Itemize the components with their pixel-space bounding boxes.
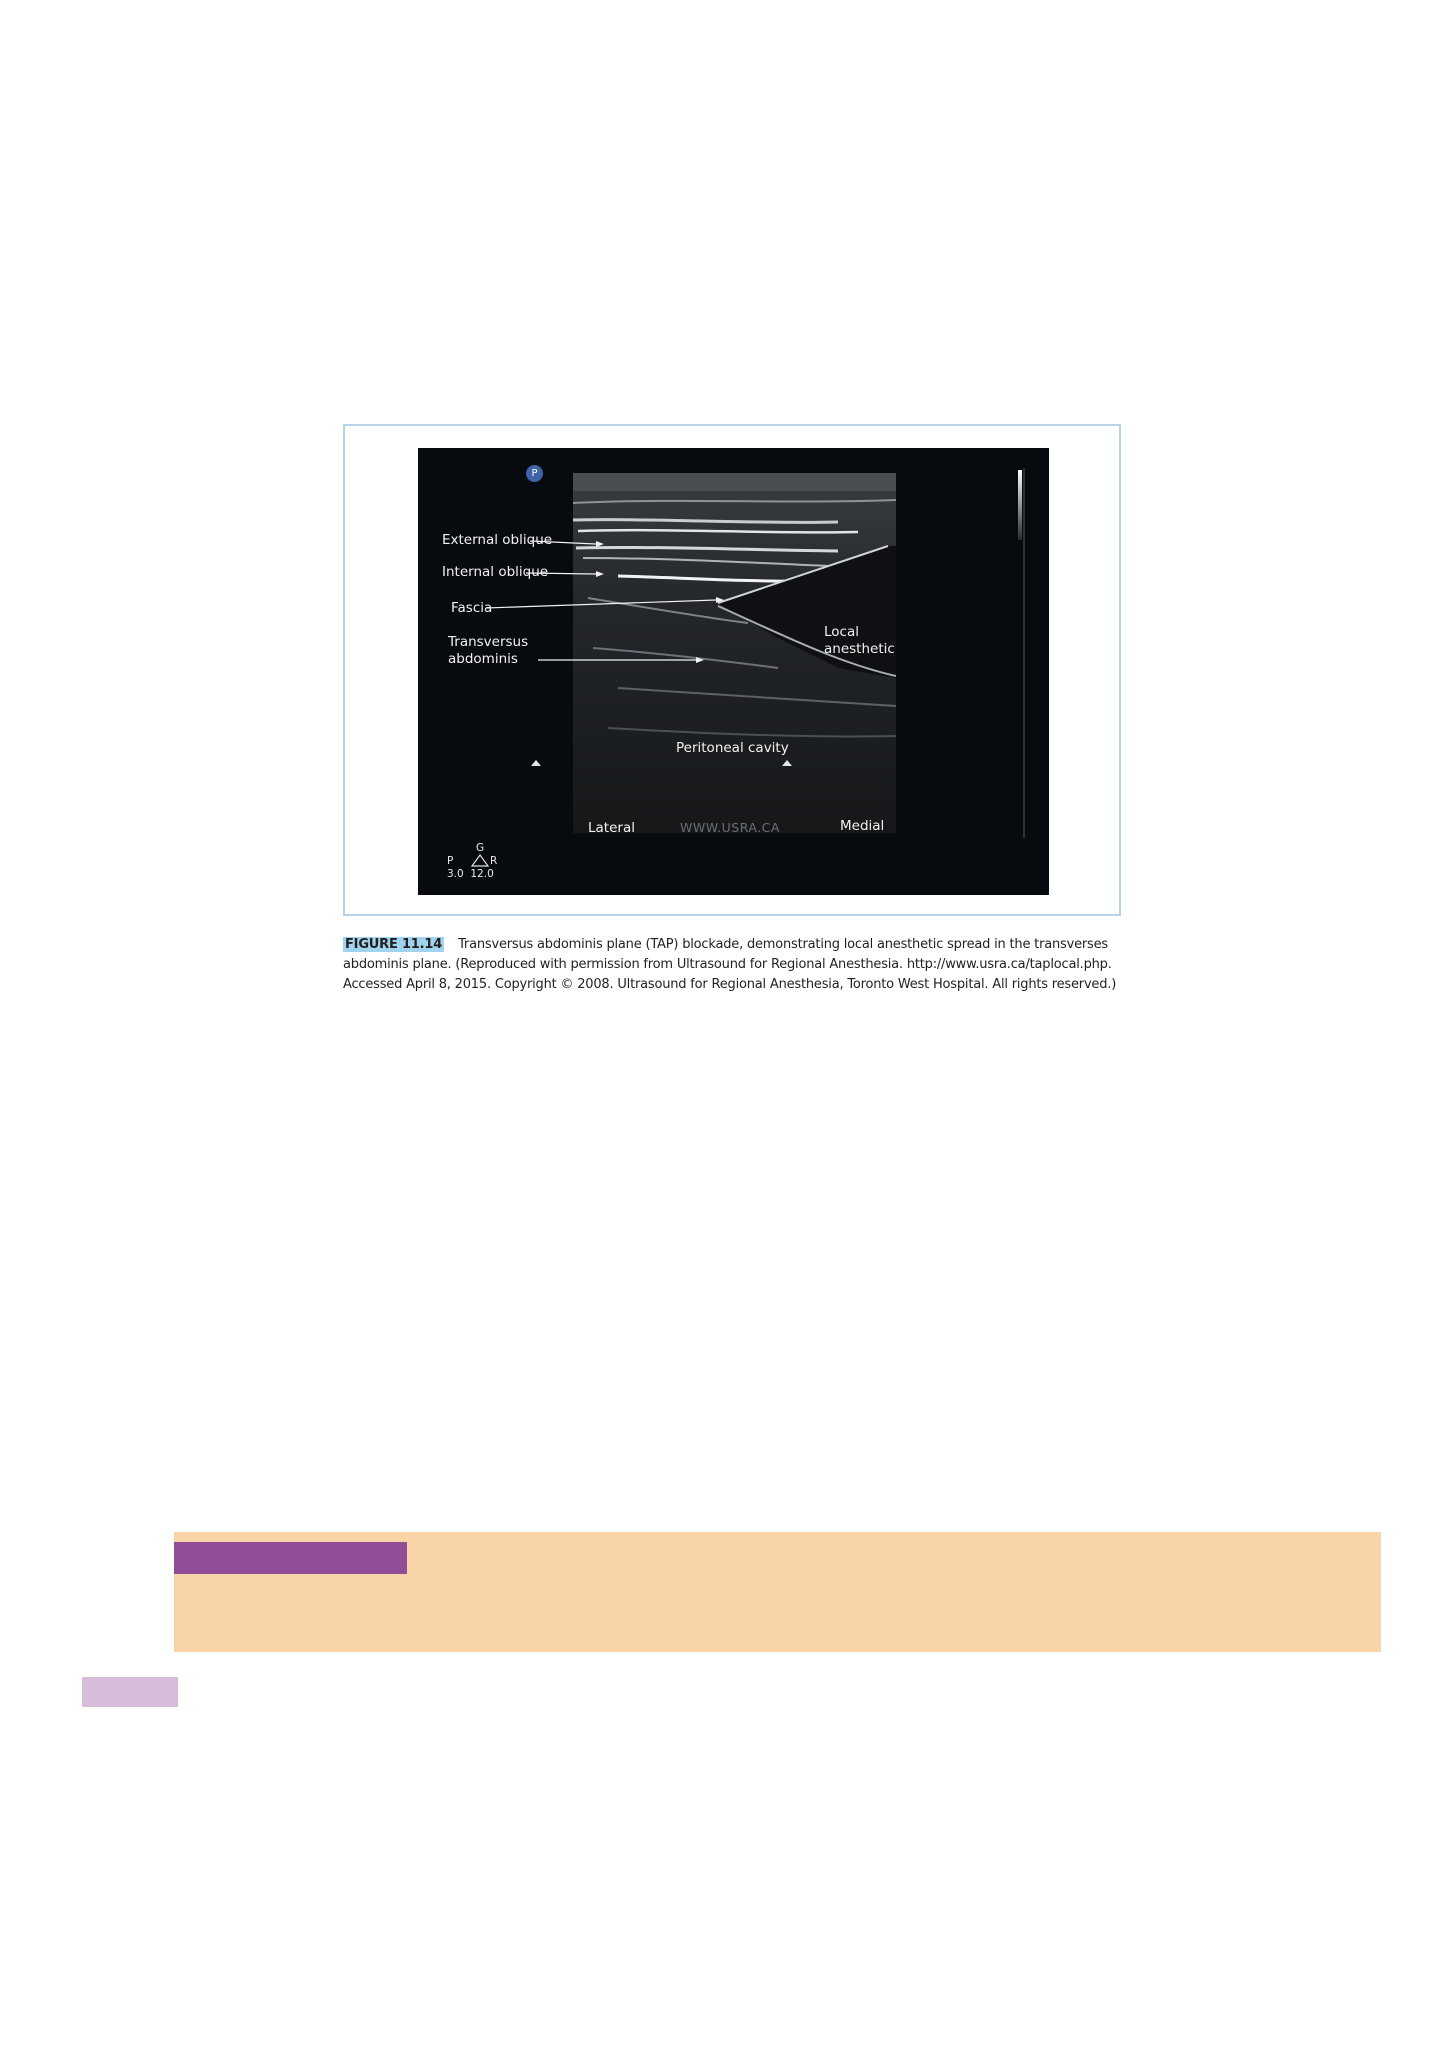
gain-scale [1018,470,1022,540]
callout-box [174,1532,1381,1652]
label-external-oblique: External oblique [442,532,553,548]
caption-text: Transversus abdominis plane (TAP) blockade, demonstrating local anesthetic spread in the transverses abdominis plane. (Reproduced with permission from Ultrasound for Regional Anesthesia. http://www.usra.ca/taplocal.php. Accessed April 8, 2015. Copyright © 2008. Ultrasound for Regional Anesthesia, Toronto West Hospital. All rights reserved.) [343,937,1117,992]
label-peritoneal-cavity: Peritoneal cavity [676,740,789,756]
watermark: WWW.USRA.CA [680,820,780,835]
callout-tab [174,1542,407,1574]
probe-r: R [490,855,498,867]
probe-badge: P [526,465,543,482]
label-lateral: Lateral [588,820,635,836]
label-internal-oblique: Internal oblique [442,564,549,580]
probe-p: P [447,855,454,867]
label-transversus-abdominis: Transversus abdominis [448,634,529,667]
focus-marker-left [531,760,541,766]
ultrasound-image [418,448,1049,895]
figure-frame [343,424,1121,916]
side-tab [82,1677,178,1707]
label-medial: Medial [840,818,885,834]
figure-caption [343,935,1123,995]
probe-g: G [476,842,485,854]
probe-values: 3.0 12.0 [447,868,494,880]
figure-number: FIGURE 11.14 [345,937,443,952]
probe-triangle [472,855,488,866]
label-local-anesthetic: Local anesthetic [824,624,895,657]
label-fascia: Fascia [451,600,493,616]
